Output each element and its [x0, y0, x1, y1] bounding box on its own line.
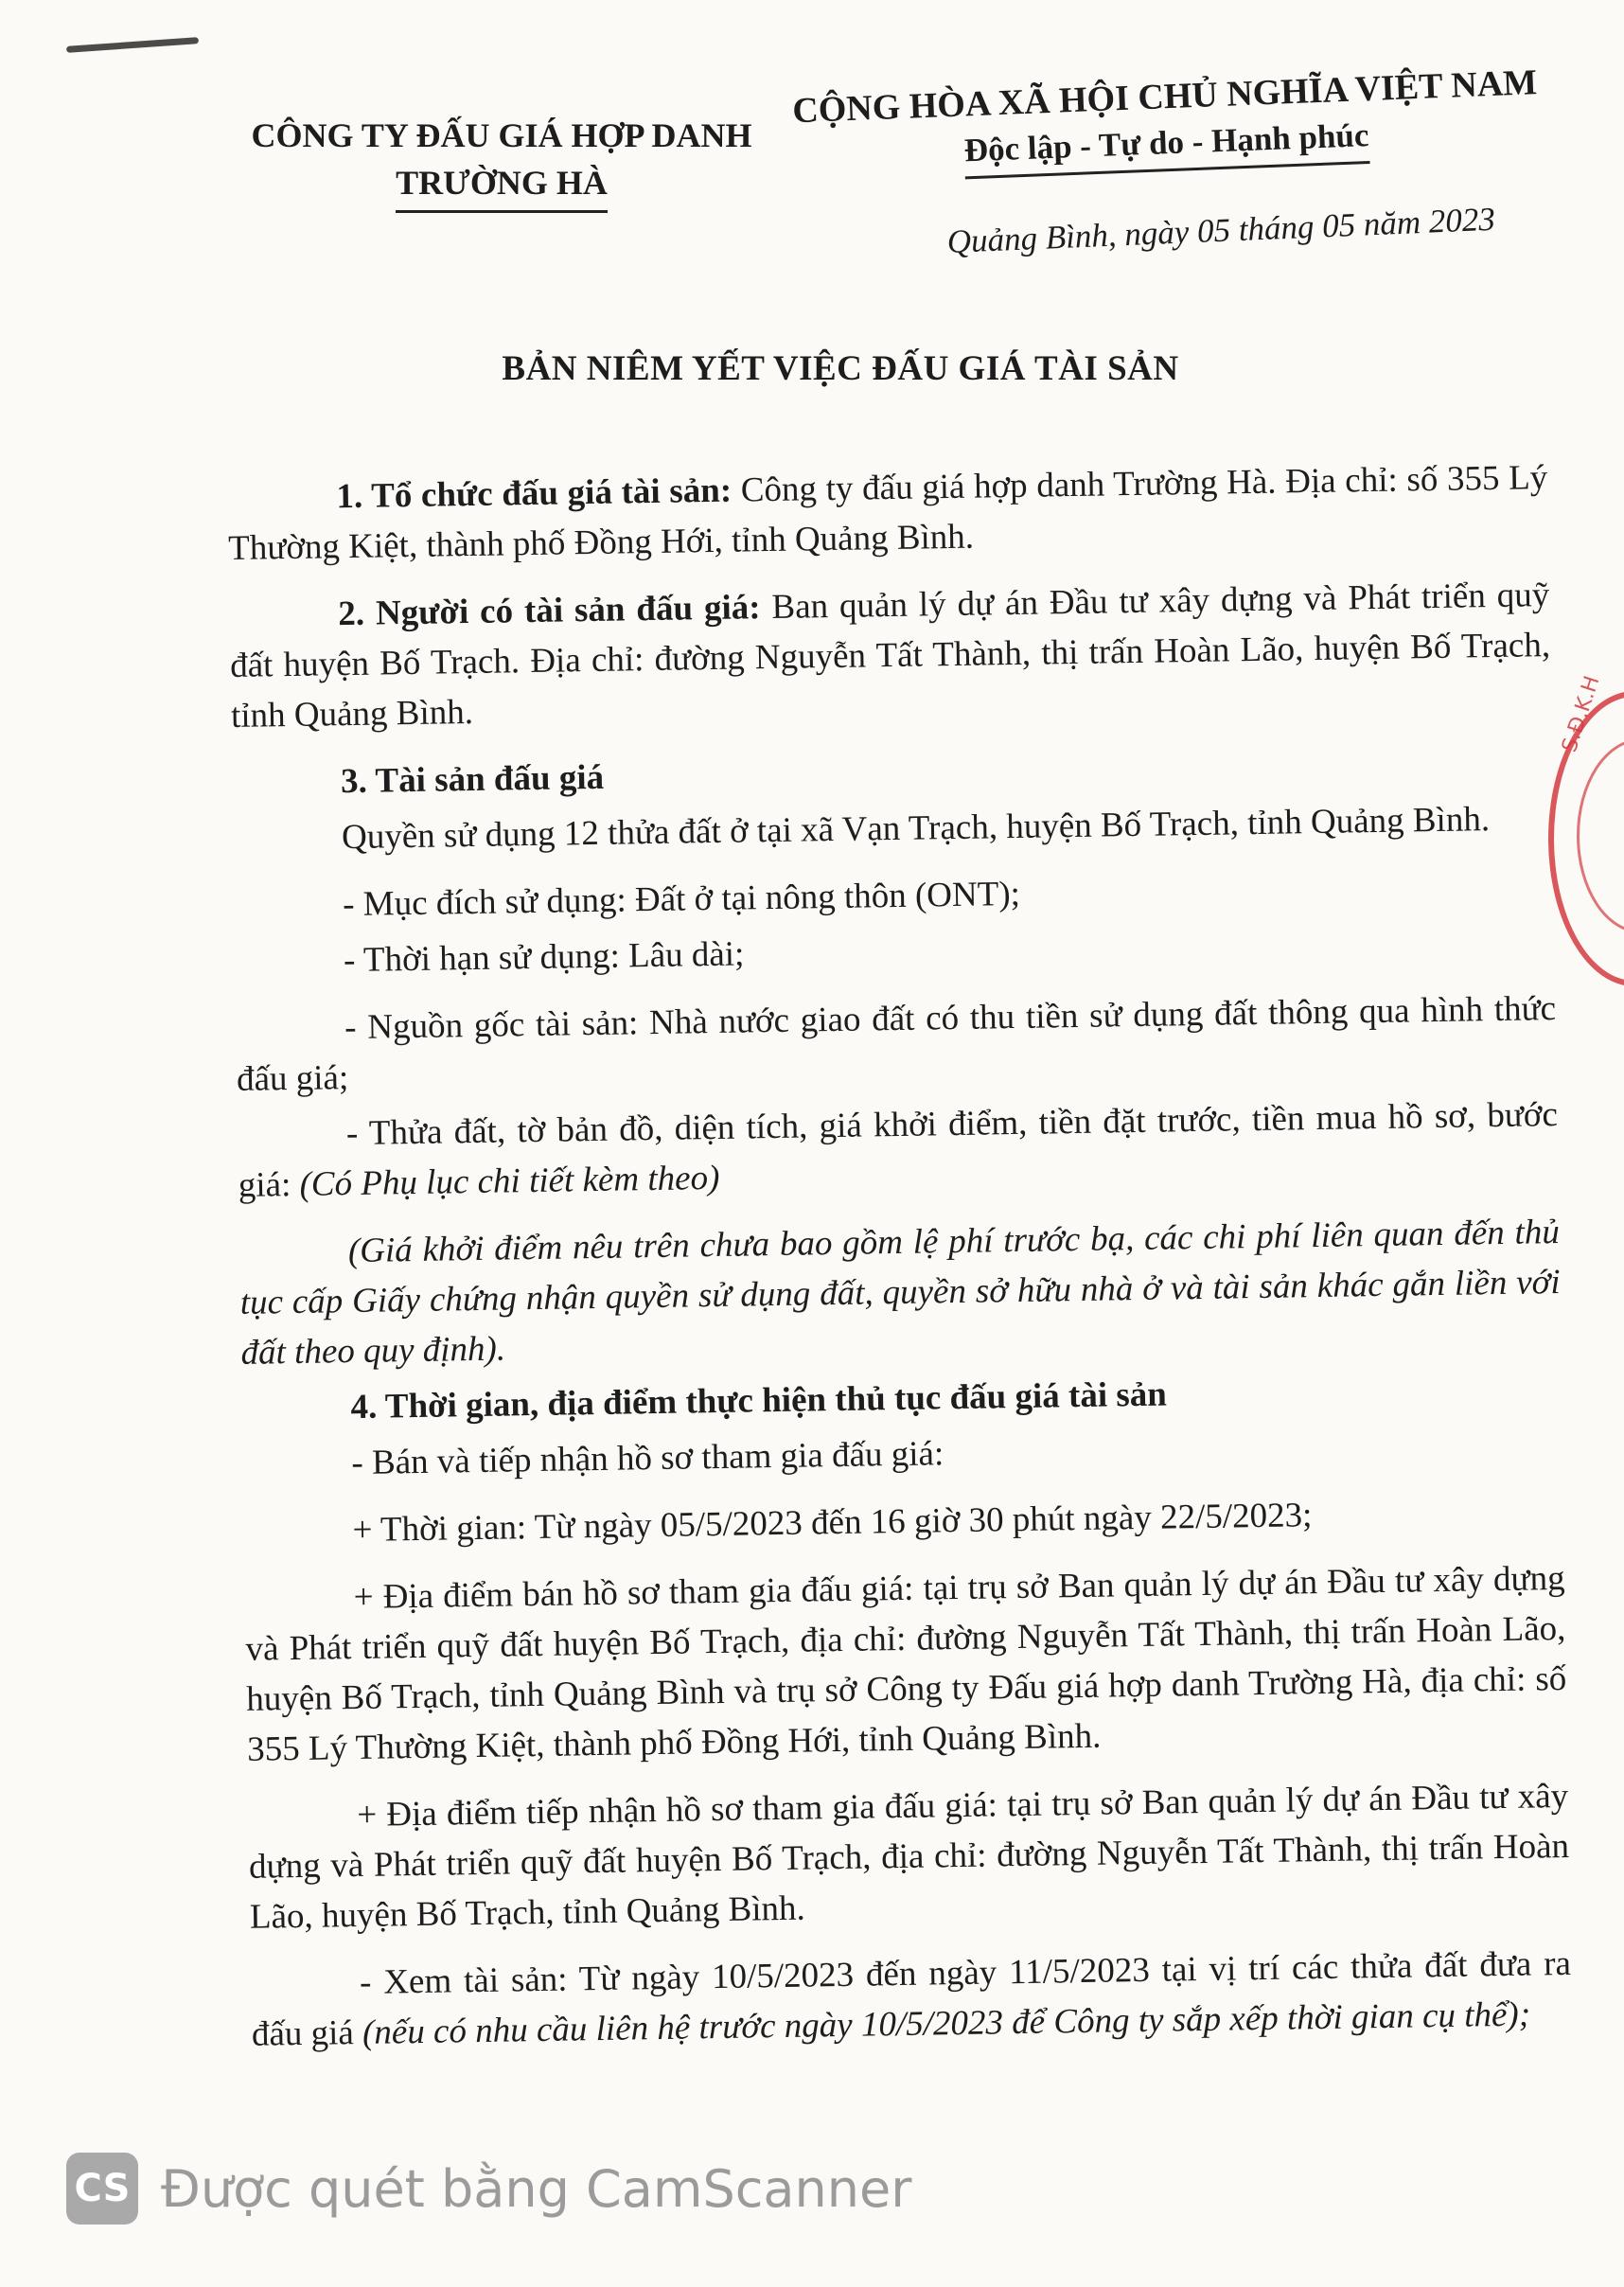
section-4-view-note: (nếu có nhu cầu liên hệ trước ngày 10/5/2023 để Công ty sắp xếp thời gian cụ thể); — [362, 1994, 1531, 2052]
section-2-text: Ban quản lý dự án Đầu tư xây dựng và Phát triển quỹ đất huyện Bố Trạch. Địa chỉ: đường Nguyễn Tất Thành, thị trấn Hoàn Lão, huyện Bố Trạch, tỉnh Quảng Bình. — [229, 576, 1551, 736]
section-3-asset: Quyền sử dụng 12 thửa đất ở tại xã Vạn Trạch, huyện Bố Trạch, tỉnh Quảng Bình. — [341, 800, 1491, 858]
section-3-purpose: - Mục đích sử dụng: Đất ở tại nông thôn (ONT); — [342, 874, 1021, 925]
national-title: CỘNG HÒA XÃ HỘI CHỦ NGHĨA VIỆT NAM — [791, 62, 1538, 132]
national-motto: Độc lập - Tự do - Hạnh phúc — [963, 114, 1370, 179]
organization-name-line2: TRƯỜNG HÀ — [396, 159, 608, 213]
section-4-time: + Thời gian: Từ ngày 05/5/2023 đến 16 giờ 30 phút ngày 22/5/2023; — [352, 1496, 1313, 1551]
section-2-heading: 2. Người có tài sản đấu giá: — [338, 588, 761, 634]
national-header — [776, 58, 1555, 186]
camscanner-watermark-text: Được quét bằng CamScanner — [161, 2158, 912, 2219]
section-1-text: Công ty đấu giá hợp danh Trường Hà. Địa chỉ: số 355 Lý Thường Kiệt, thành phố Đồng Hới, tỉnh Quảng Bình. — [227, 458, 1548, 568]
organization-name: CÔNG TY ĐẤU GIÁ HỢP DANH — [251, 116, 752, 154]
document-date: Quảng Bình, ngày 05 tháng 05 năm 2023 — [946, 200, 1496, 260]
section-3-detail-note: (Có Phụ lục chi tiết kèm theo) — [299, 1158, 720, 1204]
section-4-place-sale: + Địa điểm bán hồ sơ tham gia đấu giá: tại trụ sở Ban quản lý dự án Đầu tư xây dựng và Phát triển quỹ đất huyện Bố Trạch, địa chỉ: đường Nguyễn Tất Thành, thị trấn Hoàn Lão, huyện Bố Trạch, tỉnh Quảng Bình và trụ sở Công ty Đấu giá hợp danh Trường Hà, địa chỉ: số 355 Lý Thường Kiệt, thành phố Đồng Hới, tỉnh Quảng Bình. — [245, 1558, 1567, 1769]
section-4-place-receive: + Địa điểm tiếp nhận hồ sơ tham gia đấu giá: tại trụ sở Ban quản lý dự án Đầu tư xây dựng và Phát triển quỹ đất huyện Bố Trạch, địa chỉ: đường Nguyễn Tất Thành, thị trấn Hoàn Lão, huyện Bố Trạch, tỉnh Quảng Bình. — [248, 1776, 1570, 1937]
section-3-term: - Thời hạn sử dụng: Lâu dài; — [343, 934, 745, 981]
scan-pen-mark — [66, 37, 199, 53]
organization-header — [227, 112, 776, 213]
section-4-sale: - Bán và tiếp nhận hồ sơ tham gia đấu giá: — [351, 1434, 944, 1483]
section-3-heading: 3. Tài sản đấu giá — [340, 757, 605, 802]
camscanner-watermark — [66, 2151, 911, 2226]
section-1 — [227, 452, 1548, 574]
section-2 — [229, 570, 1551, 741]
section-1-heading: 1. Tổ chức đấu giá tài sản: — [336, 470, 733, 517]
section-3-detail: - Thửa đất, tờ bản đồ, diện tích, giá khởi điểm, tiền đặt trước, tiền mua hồ sơ, bước giá: (Có Phụ lục chi tiết kèm theo) — [238, 1095, 1559, 1205]
red-seal-text: S.Đ.K.H — [1558, 673, 1605, 755]
section-4-view: - Xem tài sản: Từ ngày 10/5/2023 đến ngày 11/5/2023 tại vị trí các thửa đất đưa ra đấu giá (nếu có nhu cầu liên hệ trước ngày 10/5/2023 để Công ty sắp xếp thời gian cụ thể); — [251, 1943, 1572, 2054]
document-body — [227, 452, 1572, 2077]
section-3-origin: - Nguồn gốc tài sản: Nhà nước giao đất có thu tiền sử dụng đất thông qua hình thức đấu giá; — [236, 989, 1557, 1099]
section-4-heading: 4. Thời gian, địa điểm thực hiện thủ tục đấu giá tài sản — [350, 1374, 1168, 1427]
camscanner-logo-icon: CS — [66, 2153, 138, 2225]
document-title: BẢN NIÊM YẾT VIỆC ĐẤU GIÁ TÀI SẢN — [502, 349, 1179, 388]
section-3-price-note: (Giá khởi điểm nêu trên chưa bao gồm lệ phí trước bạ, các chi phí liên quan đến thủ tục cấp Giấy chứng nhận quyền sử dụng đất, quyền sở hữu nhà ở và tài sản khác gắn liền với đất theo quy định). — [239, 1212, 1561, 1373]
